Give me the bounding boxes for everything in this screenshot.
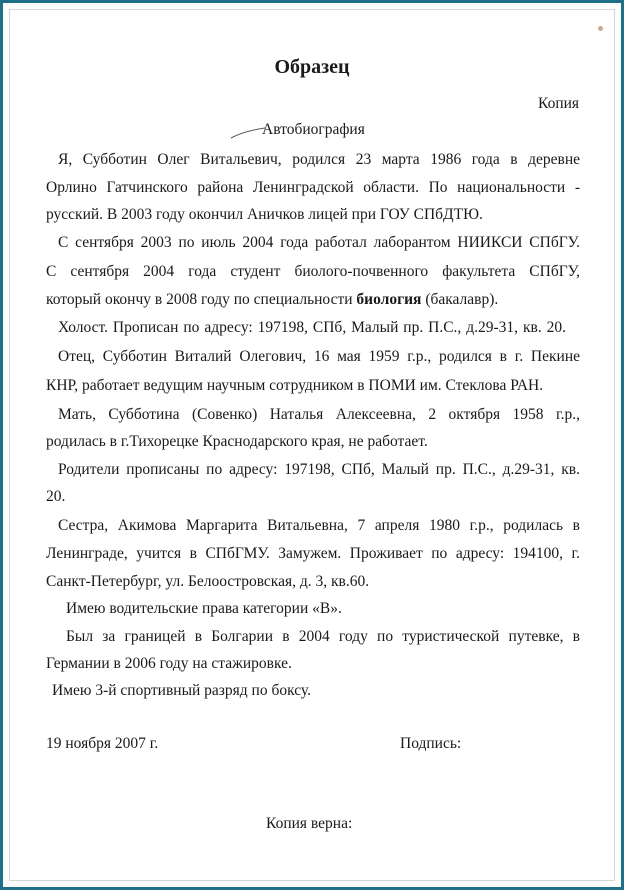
copy-verified-label: Копия верна: xyxy=(266,815,353,832)
autobiography-heading: Автобиография xyxy=(262,121,365,138)
text-line: родилась в г.Тихорецке Краснодарского края, не работает. xyxy=(46,433,428,450)
text-line: С сентября 2003 по июль 2004 года работал лаборантом НИИКСИ СПбГУ. xyxy=(58,234,580,251)
text-line: Мать, Субботина (Совенко) Наталья Алексеевна, 2 октября 1958 г.р., xyxy=(58,406,580,423)
text-line: Имею водительские права категории «В». xyxy=(66,600,342,617)
text-line: Был за границей в Болгарии в 2004 году по туристической путевке, в xyxy=(66,628,580,645)
pen-stroke-icon xyxy=(230,127,266,139)
text-line: С сентября 2004 года студент биолого-почвенного факультета СПбГУ, xyxy=(46,263,580,280)
text-segment: (бакалавр). xyxy=(421,291,499,308)
document-date: 19 ноября 2007 г. xyxy=(46,735,159,752)
text-line: Родители прописаны по адресу: 197198, СПб, Малый пр. П.С., д.29-31, кв. xyxy=(58,461,580,478)
signature-label: Подпись: xyxy=(400,735,462,752)
text-line: Холост. Прописан по адресу: 197198, СПб, Малый пр. П.С., д.29-31, кв. 20. xyxy=(58,319,566,336)
text-line: Сестра, Акимова Маргарита Витальевна, 7 апреля 1980 г.р., родилась в xyxy=(58,517,580,534)
text-line: Ленинграде, учится в СПбГМУ. Замужем. Проживает по адресу: 194100, г. xyxy=(46,545,580,562)
text-line: Отец, Субботин Виталий Олегович, 16 мая 1959 г.р., родился в г. Пекине xyxy=(58,348,580,365)
text-line: Санкт-Петербург, ул. Белоостровская, д. 3, кв.60. xyxy=(46,573,370,590)
paper-speck xyxy=(598,26,603,31)
text-line: Имею 3-й спортивный разряд по боксу. xyxy=(52,682,311,699)
text-line: Орлино Гатчинского района Ленинградской области. По национальности - xyxy=(46,179,580,196)
text-line: Я, Субботин Олег Витальевич, родился 23 марта 1986 года в деревне xyxy=(58,151,580,168)
text-line: КНР, работает ведущим научным сотрудником в ПОМИ им. Стеклова РАН. xyxy=(46,377,544,394)
text-line: 20. xyxy=(46,488,66,505)
text-segment: который окончу в 2008 году по специальности xyxy=(46,291,357,308)
document-title: Образец xyxy=(274,56,350,78)
copy-label: Копия xyxy=(538,95,580,112)
text-line: русский. В 2003 году окончил Аничков лицей при ГОУ СПбДТЮ. xyxy=(46,206,483,223)
text-line-specialty xyxy=(46,290,580,310)
specialty-bold: биология xyxy=(356,291,422,308)
text-line: Германии в 2006 году на стажировке. xyxy=(46,655,292,672)
